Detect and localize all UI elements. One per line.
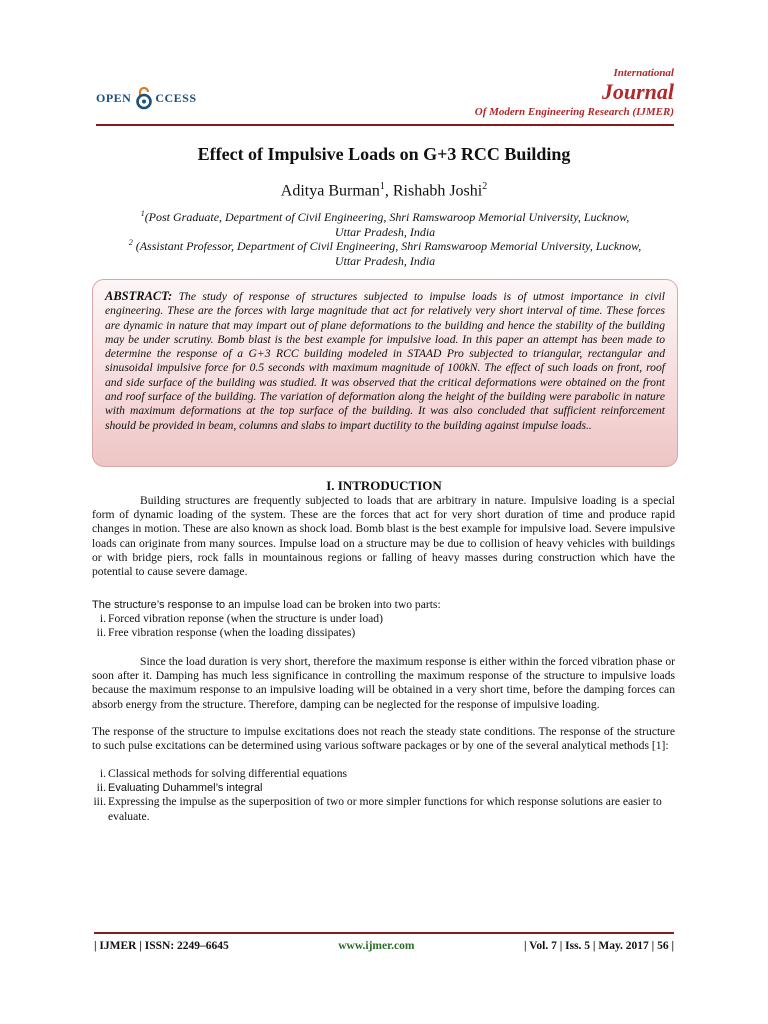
footer-website-link[interactable]: www.ijmer.com xyxy=(338,940,415,952)
intro-paragraph-1: Building structures are frequently subjected to loads that are arbitrary in nature. Impulsive loading is a special form of dynamic loading of the system. These are the forces that act for very short duration of time and produce rapid changes in motion. These are also known as shock load. Bomb blast is the best example for impulsive load. Severe impulsive loads can originate from many sources. Impulse load on a structure may be due to collision of heavy vehicles with buildings or with bridge piers, rock falls in mountainous regions or falling of heavy masses during construction which have the potential to cause severe damage. xyxy=(92,494,675,579)
author-separator: , xyxy=(384,182,393,200)
paper-title: Effect of Impulsive Loads on G+3 RCC Building xyxy=(197,144,571,164)
affil-1-sup: 1 xyxy=(140,209,145,218)
analytical-methods-list xyxy=(84,767,676,824)
journal-masthead xyxy=(475,66,674,120)
list-item xyxy=(84,781,676,795)
list-text: Free vibration response (when the loading dissipates) xyxy=(108,626,356,640)
list-number: i. xyxy=(99,612,106,625)
author-1-sup: 1 xyxy=(379,181,385,192)
footer-journal-issn: | IJMER | ISSN: 2249–6645 xyxy=(94,940,229,952)
page-footer xyxy=(94,940,674,952)
list-item xyxy=(84,795,676,823)
affil-1-line-2: Uttar Pradesh, India xyxy=(334,225,436,239)
author-1: Aditya Burman xyxy=(280,182,380,200)
author-line xyxy=(0,181,768,200)
list-text: Evaluating Duhammel’s integral xyxy=(108,782,263,795)
footer-volume-page: | Vol. 7 | Iss. 5 | May. 2017 | 56 | xyxy=(523,940,674,952)
list-item xyxy=(84,767,676,781)
header-divider xyxy=(96,124,674,126)
abstract-box xyxy=(92,279,678,467)
author-2-sup: 2 xyxy=(482,181,488,192)
response-parts-list xyxy=(84,612,676,640)
affil-1-line-1: (Post Graduate, Department of Civil Engineering, Shri Ramswaroop Memorial University, Lucknow, xyxy=(144,210,630,224)
journal-international: International xyxy=(613,67,674,79)
intro-p2-text: impulse load can be broken into two parts: xyxy=(240,598,441,611)
list-text: Classical methods for solving differential equations xyxy=(108,767,348,780)
open-access-lock-icon xyxy=(135,86,153,110)
logo-access-text: CCESS xyxy=(155,90,197,105)
journal-name: Journal xyxy=(601,79,674,104)
list-item xyxy=(84,626,676,640)
affiliation-2 xyxy=(96,235,674,269)
intro-paragraph-4: The response of the structure to impulse excitations does not reach the steady state conditions. The response of the structure to such pulse excitations can be determined using various software packages or by one of the several analytical methods [1]: xyxy=(92,725,675,753)
list-number: iii. xyxy=(93,795,106,809)
list-item xyxy=(84,612,676,626)
abstract-label: ABSTRACT: xyxy=(105,289,173,303)
affil-2-sup: 2 xyxy=(128,238,133,247)
intro-paragraph-3: Since the load duration is very short, therefore the maximum response is either within the forced vibration phase or soon after it. Damping has much less significance in controlling the maximum response of the structure to impulsive loads because the maximum response to an impulsive loading will be obtained in a very short time, before the damping forces can absorb energy from the structure. Therefore, damping can be neglected for the response of impulsive loading. xyxy=(92,655,675,711)
footer-divider xyxy=(94,932,674,934)
logo-open-text: OPEN xyxy=(96,90,132,105)
open-access-logo xyxy=(96,86,197,110)
list-number: i. xyxy=(99,767,106,780)
author-2: Rishabh Joshi xyxy=(392,182,483,200)
abstract-text: The study of response of structures subjected to impulse loads is of utmost importance in civil engineering. These are the forces with large magnitude that act for relatively very short interval of time. These forces are dynamic in nature that may impart out of plane deformations to the building and hence the stability of the building may be under scrutiny. Bomb blast is the best example for impulsive load. In this paper an attempt has been made to determine the response of a G+3 RCC building modeled in STAAD Pro subjected to triangular, rectangular and sinusoidal impulsive force for 0.5 seconds with maximum magnitude of 100kN. The effect of such loads on front, roof and side surface of the building was studied. It was observed that the critical deformations were obtained on the front and roof surface of the building. The variation of deformation along the height of the building were parabolic in nature with maximum deformations at the top surface of the building. It was also concluded that sufficient reinforcement should be provided in beam, columns and slabs to impart ductility to the building against impulse loads.. xyxy=(105,290,665,432)
list-text: Expressing the impulse as the superposition of two or more simpler functions for which response solutions are easier to evaluate. xyxy=(108,795,662,823)
intro-paragraph-2 xyxy=(92,598,675,612)
affil-2-line-1: (Assistant Professor, Department of Civil Engineering, Shri Ramswaroop Memorial University, Lucknow, xyxy=(132,239,642,253)
list-text: Forced vibration reponse (when the structure is under load) xyxy=(108,612,383,625)
intro-p2-sans-text: The structure’s response to an xyxy=(92,599,241,611)
list-number: ii. xyxy=(96,781,106,795)
affil-2-line-2: Uttar Pradesh, India xyxy=(334,254,436,268)
list-number: ii. xyxy=(96,626,106,640)
section-heading-introduction: I. INTRODUCTION xyxy=(326,478,442,493)
journal-subtitle: Of Modern Engineering Research (IJMER) xyxy=(474,106,674,118)
